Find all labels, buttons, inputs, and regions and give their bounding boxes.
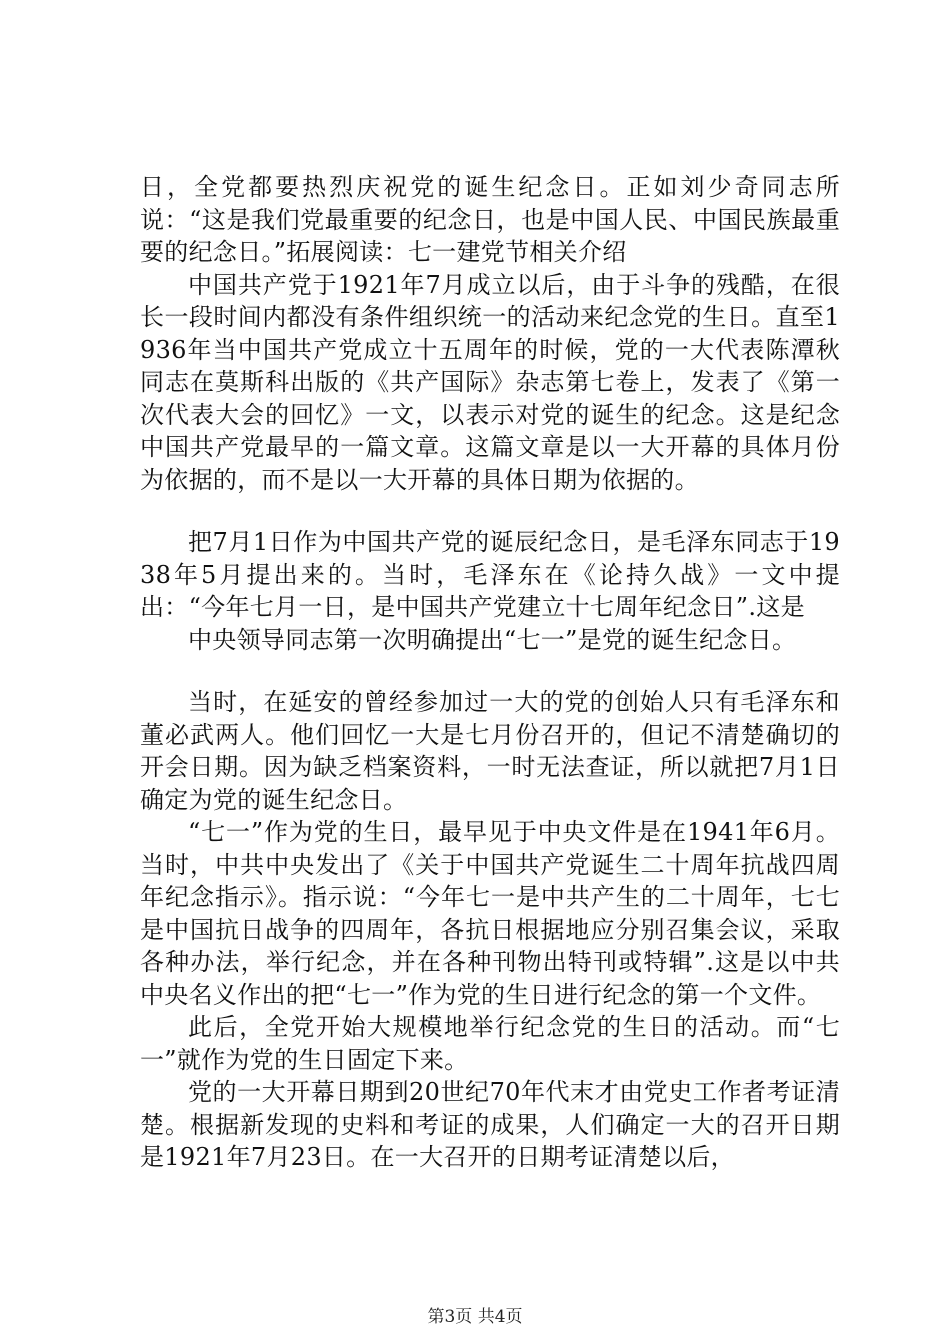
paragraph-4: 中央领导同志第一次明确提出“七一”是党的诞生纪念日。 (188, 625, 797, 654)
page-footer: 第3页 共4页 (427, 1307, 523, 1327)
paragraph-2: 中国共产党于1921年7月成立以后，由于斗争的残酷，在很长一段时间内都没有条件组织统一的活动来纪念党的生日。直至1936年当中国共产党成立十五周年的时候，党的一大代表陈潭秋同志在莫斯科出版的《共产国际》杂志第七卷上，发表了《第一次代表大会的回忆》一文，以表示对党的诞生的纪念。这是纪念中国共产党最早的一篇文章。这篇文章是以一大开幕的具体月份为依据的，而不是以一大开幕的具体日期为依据的。 (140, 270, 840, 494)
document-body (140, 171, 840, 1174)
paragraph-7: 此后，全党开始大规模地举行纪念党的生日的活动。而“七一”就作为党的生日固定下来。 (140, 1013, 840, 1074)
paragraph-gap (140, 656, 840, 686)
paragraph-8: 党的一大开幕日期到20世纪70年代末才由党史工作者考证清楚。根据新发现的史料和考证的成果，人们确定一大的召开日期是1921年7月23日。在一大召开的日期考证清楚以后， (140, 1078, 840, 1171)
paragraph-6: “七一”作为党的生日，最早见于中央文件是在1941年6月。当时，中共中央发出了《关于中国共产党诞生二十周年抗战四周年纪念指示》。指示说：“今年七一是中共产生的二十周年，七七是中国抗日战争的四周年，各抗日根据地应分别召集会议，采取各种办法，举行纪念，并在各种刊物出特刊或特辑”.这是以中共中央名义作出的把“七一”作为党的生日进行纪念的第一个文件。 (140, 818, 840, 1009)
paragraph-5: 当时，在延安的曾经参加过一大的党的创始人只有毛泽东和董必武两人。他们回忆一大是七月份召开的，但记不清楚确切的开会日期。因为缺乏档案资料，一时无法查证，所以就把7月1日确定为党的诞生纪念日。 (140, 688, 840, 814)
paragraph-3: 把7月1日作为中国共产党的诞辰纪念日，是毛泽东同志于1938年5月提出来的。当时，毛泽东在《论持久战》一文中提出：“今年七月一日，是中国共产党建立十七周年纪念日”.这是 (140, 528, 840, 621)
paragraph-1: 日，全党都要热烈庆祝党的诞生纪念日。正如刘少奇同志所说：“这是我们党最重要的纪念日，也是中国人民、中国民族最重要的纪念日。”拓展阅读：七一建党节相关介绍 (140, 173, 840, 266)
paragraph-gap (140, 496, 840, 526)
